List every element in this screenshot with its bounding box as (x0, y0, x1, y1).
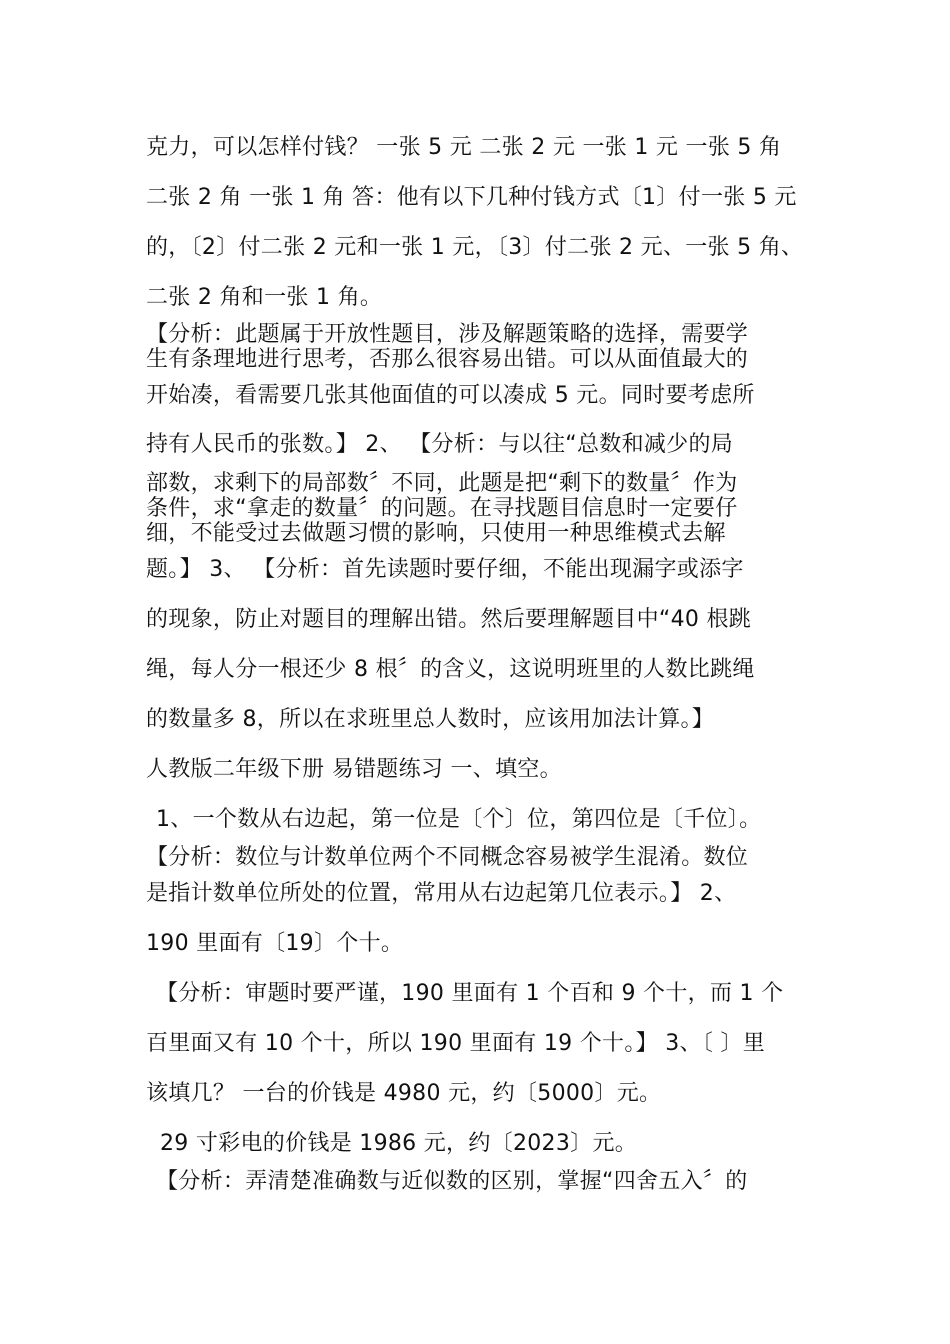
text-line: 克力，可以怎样付钱？ 一张 5 元 二张 2 元 一张 1 元 一张 5 角 (146, 135, 782, 160)
text-line: 1、一个数从右边起，第一位是〔个〕位，第四位是〔千位〕。 (156, 807, 762, 832)
text-line: 【分析：弄清楚准确数与近似数的区别，掌握“四舍五入〞的 (156, 1169, 748, 1194)
section-heading: 人教版二年级下册 易错题练习 一、填空。 (146, 757, 562, 782)
text-line: 【分析：此题属于开放性题目，涉及解题策略的选择，需要学 (146, 322, 749, 347)
text-line: 的数量多 8，所以在求班里总人数时，应该用加法计算。】 (146, 707, 715, 732)
text-line: 题。】 3、 【分析：首先读题时要仔细，不能出现漏字或添字 (146, 557, 744, 582)
text-line: 二张 2 角 一张 1 角 答：他有以下几种付钱方式〔1〕付一张 5 元 (146, 185, 797, 210)
text-line: 是指计数单位所处的位置，常用从右边起第几位表示。】 2、 (146, 881, 737, 906)
text-line: 【分析：数位与计数单位两个不同概念容易被学生混淆。数位 (146, 845, 749, 870)
text-line: 190 里面有〔19〕个十。 (146, 931, 404, 956)
text-line: 百里面又有 10 个十，所以 190 里面有 19 个十。】 3、〔 〕里 (146, 1031, 766, 1056)
text-line: 细，不能受过去做题习惯的影响，只使用一种思维模式去解 (146, 521, 726, 546)
text-line: 该填几？ 一台的价钱是 4980 元，约〔5000〕元。 (146, 1081, 662, 1106)
text-line: 部数，求剩下的局部数〞不同，此题是把“剩下的数量〞作为 (146, 471, 738, 496)
text-line: 的，〔2〕付二张 2 元和一张 1 元，〔3〕付二张 2 元、一张 5 角、 (146, 235, 804, 260)
text-line: 绳，每人分一根还少 8 根〞的含义，这说明班里的人数比跳绳 (146, 657, 755, 682)
text-line: 的现象，防止对题目的理解出错。然后要理解题目中“40 根跳 (146, 607, 752, 632)
text-line: 持有人民币的张数。】 2、 【分析：与以往“总数和减少的局 (146, 432, 734, 457)
text-line: 条件，求“拿走的数量〞的问题。在寻找题目信息时一定要仔 (146, 496, 738, 521)
text-line: 开始凑，看需要几张其他面值的可以凑成 5 元。同时要考虑所 (146, 383, 755, 408)
text-line: 生有条理地进行思考，否那么很容易出错。可以从面值最大的 (146, 347, 749, 372)
text-line: 二张 2 角和一张 1 角。 (146, 285, 383, 310)
text-line: 29 寸彩电的价钱是 1986 元，约〔2023〕元。 (160, 1131, 638, 1156)
text-line: 【分析：审题时要严谨，190 里面有 1 个百和 9 个十，而 1 个 (156, 981, 784, 1006)
